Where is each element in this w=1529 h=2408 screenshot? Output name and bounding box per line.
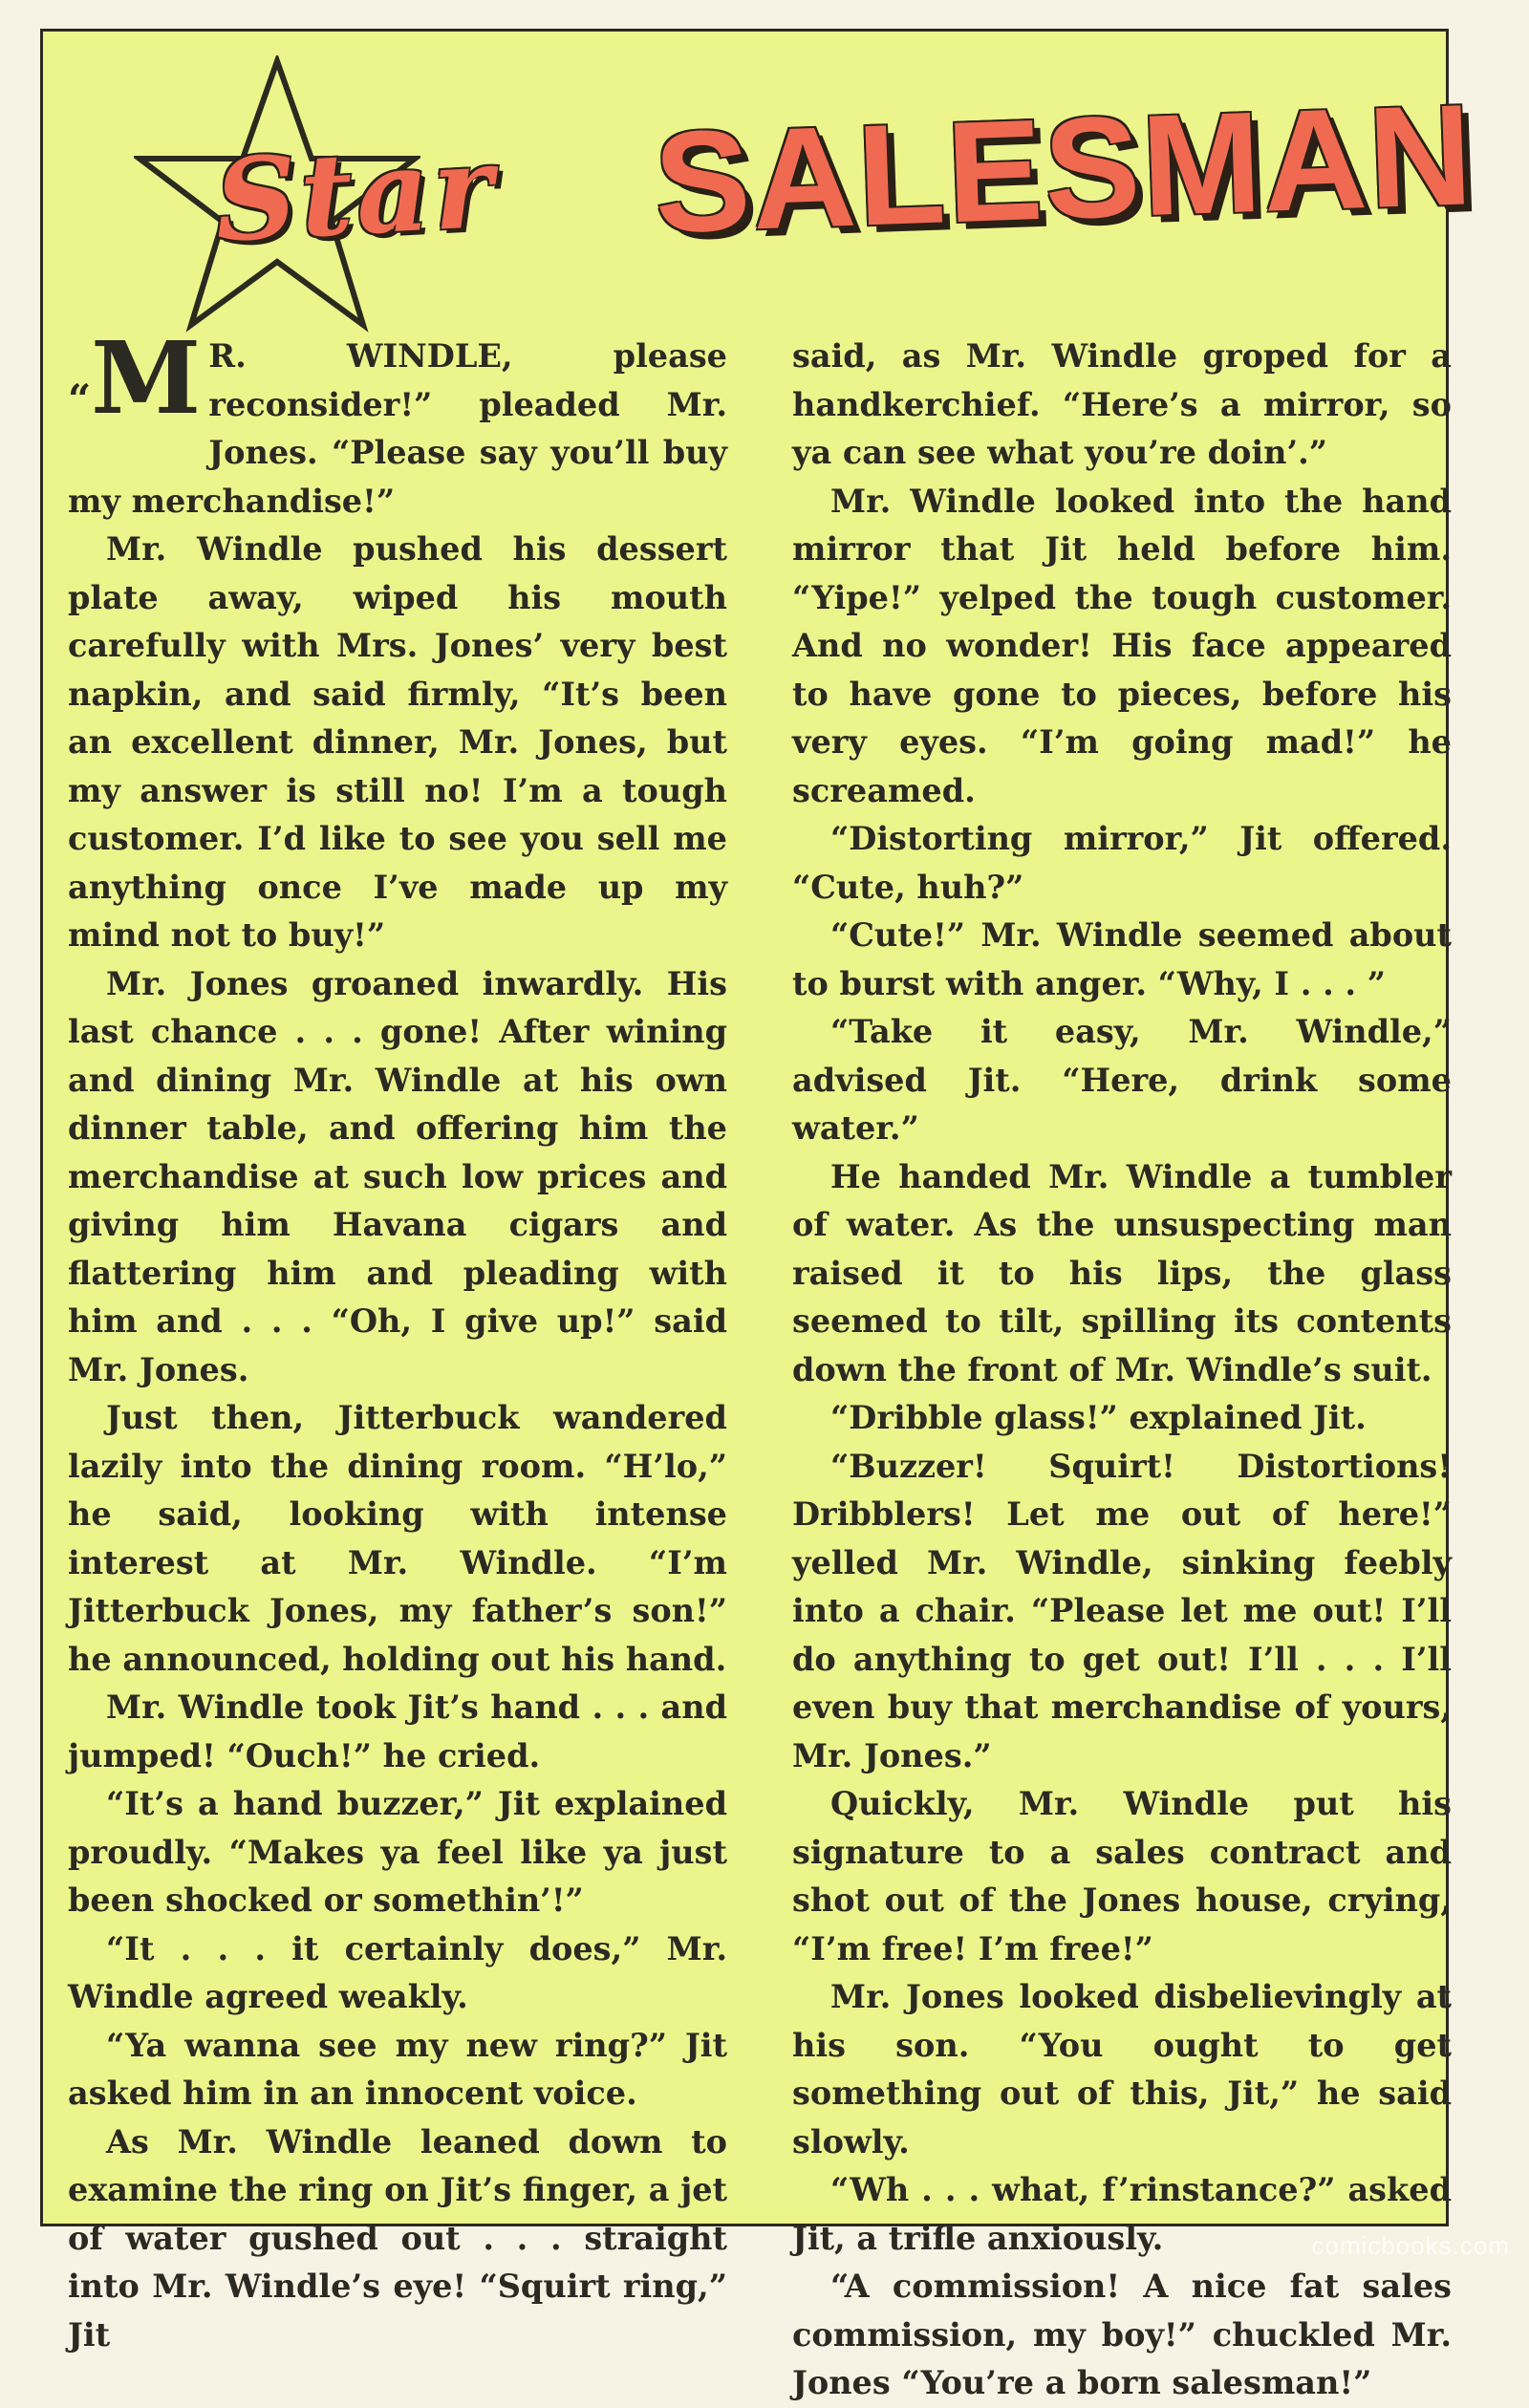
paragraph	[68, 333, 727, 526]
watermark: comicbooks.com	[1311, 2231, 1510, 2261]
drop-quote: “	[68, 376, 91, 422]
title-main-word: SALESMAN	[652, 72, 1476, 266]
paragraph: Just then, Jitterbuck wandered lazily into the dining room. “H’lo,” he said, looking with intense interest at Mr. Windle. “I’m Jitterbuck Jones, my father’s son!” he announced, holding out his hand.	[68, 1394, 727, 1684]
paragraph: “Take it easy, Mr. Windle,” advised Jit. “Here, drink some water.”	[792, 1008, 1452, 1153]
paragraph: “Wh . . . what, f’rinstance?” asked Jit, a trifle anxiously.	[792, 2166, 1452, 2263]
story-page	[40, 29, 1449, 2226]
paragraph: “Ya wanna see my new ring?” Jit asked him in an innocent voice.	[68, 2022, 727, 2118]
title-banner	[43, 32, 1446, 318]
right-column	[792, 333, 1452, 2408]
paragraph-text: R. WINDLE, please reconsider!” pleaded Mr. Jones. “Please say you’ll buy my merchandise!”	[68, 337, 727, 520]
drop-cap-letter: M	[91, 319, 201, 437]
paragraph: “Cute!” Mr. Windle seemed about to burst with anger. “Why, I . . . ”	[792, 912, 1452, 1008]
paragraph: Mr. Jones looked disbelievingly at his son. “You ought to get something out of this, Jit,” he said slowly.	[792, 1973, 1452, 2166]
drop-cap	[68, 338, 201, 440]
paragraph: He handed Mr. Windle a tumbler of water. As the unsuspecting man raised it to his lips, the glass seemed to tilt, spilling its contents down the front of Mr. Windle’s suit.	[792, 1153, 1452, 1395]
paragraph: Quickly, Mr. Windle put his signature to a sales contract and shot out of the Jones house, crying, “I’m free! I’m free!”	[792, 1780, 1452, 1973]
paragraph: Mr. Windle looked into the hand mirror that Jit held before him. “Yipe!” yelped the tough customer. And no wonder! His face appeared to have gone to pieces, before his very eyes. “I’m going mad!” he screamed.	[792, 478, 1452, 816]
paragraph: Mr. Windle pushed his dessert plate away, wiped his mouth carefully with Mrs. Jones’ very best napkin, and said firmly, “It’s been an excellent dinner, Mr. Jones, but my answer is still no! I’m a tough customer. I’d like to see you sell me anything once I’ve made up my mind not to buy!”	[68, 526, 727, 960]
paragraph: “It . . . it certainly does,” Mr. Windle agreed weakly.	[68, 1925, 727, 2022]
title-star-word: Star	[212, 119, 500, 267]
paragraph: Mr. Jones groaned inwardly. His last chance . . . gone! After wining and dining Mr. Windle at his own dinner table, and offering him the merchandise at such low prices and giving him Havana cigars and flattering him and pleading with him and . . . “Oh, I give up!” said Mr. Jones.	[68, 960, 727, 1395]
paragraph: “Buzzer! Squirt! Distortions! Dribblers! Let me out of here!” yelled Mr. Windle, sinking feebly into a chair. “Please let me out! I’ll do anything to get out! I’ll . . . I’ll even buy that merchandise of yours, Mr. Jones.”	[792, 1443, 1452, 1781]
paragraph: “A commission! A nice fat sales commission, my boy!” chuckled Mr. Jones “You’re a born salesman!”	[792, 2263, 1452, 2408]
paragraph: said, as Mr. Windle groped for a handkerchief. “Here’s a mirror, so ya can see what you’re doin’.”	[792, 333, 1452, 478]
paragraph: As Mr. Windle leaned down to examine the ring on Jit’s finger, a jet of water gushed out . . . straight into Mr. Windle’s eye! “Squirt ring,” Jit	[68, 2118, 727, 2360]
paragraph: “Distorting mirror,” Jit offered. “Cute, huh?”	[792, 815, 1452, 912]
left-column	[68, 333, 727, 2359]
paragraph: “It’s a hand buzzer,” Jit explained proudly. “Makes ya feel like ya just been shocked or somethin’!”	[68, 1780, 727, 1925]
paragraph: “Dribble glass!” explained Jit.	[792, 1394, 1452, 1443]
paragraph: Mr. Windle took Jit’s hand . . . and jumped! “Ouch!” he cried.	[68, 1684, 727, 1780]
